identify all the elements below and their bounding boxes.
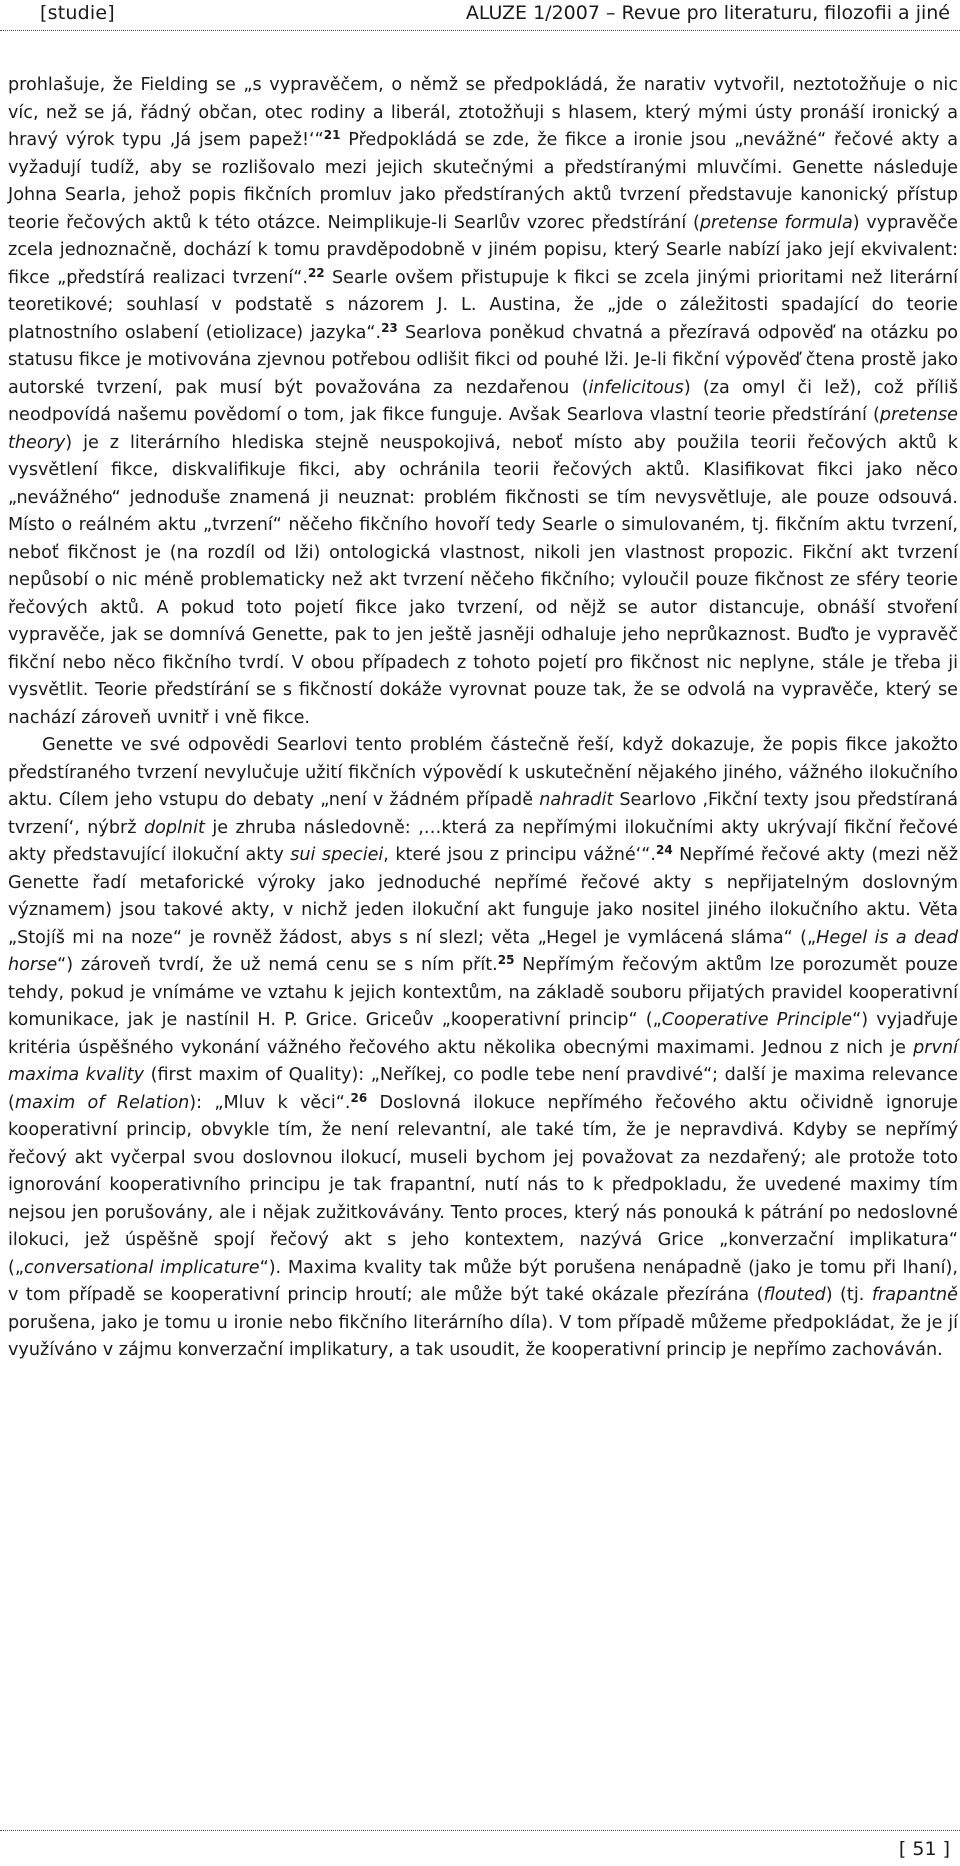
italic-term: pretense theory — [8, 405, 958, 453]
italic-term: Hegel is a dead horse — [8, 927, 958, 975]
paragraph — [8, 732, 958, 1365]
text-run: ) vypravěče zcela jednoznačně, dochází k tomu pravděpodobně v jiném popisu, který Searle nabízí jako její ekvivalent: fikce „předstírá realizaci tvrzení“. — [8, 212, 958, 288]
footnote-marker: 24 — [655, 843, 673, 857]
footnote-marker: 25 — [497, 953, 515, 967]
text-run: ) (tj. — [825, 1285, 872, 1305]
text-run: Searlovo ‚Fikční texty jsou předstíraná tvrzení‘, nýbrž — [8, 790, 958, 838]
italic-term: conversational implicature — [23, 1257, 260, 1278]
running-header — [0, 0, 960, 30]
text-run: (first maxim of Quality): „Neříkej, co podle tebe není pravdivé“; další je maxima relevance ( — [8, 1065, 958, 1113]
italic-term: nahradit — [539, 790, 614, 810]
text-run: Doslovná ilokuce nepřímého řečového aktu očividně ignoruje kooperativní princip, obvykle tím, že není relevantní, ale také tím, že je nepravdivá. Kdyby se nepřímý řečový akt vyčerpal svou doslovnou ilokucí, museli bychom jej považovat za nezdařený; ale protože toto ignorování kooperativního principu je tak frapantní, nutí nás to k předpokladu, že uvedené maximy tím nejsou jen porušovány, ale i nějak zužitkovávány. Tento proces, který nás ponouká k pátrání po nedoslovné ilokuci, jež úspěšně spojí řečový akt s jeho kontextem, nazývá Grice „konverzační implikatura“ („ — [8, 1092, 958, 1278]
text-run: Searle ovšem přistupuje k fikci se zcela jinými prioritami než literární teoretikové; souhlasí v podstatě s názorem J. L. Austina, že „jde o záležitosti spadající do teorie platnostního oslabení (etiolizace) jazyka“. — [8, 267, 958, 343]
text-run: je zhruba následovně: ‚…která za nepřímými ilokučními akty ukrývají fikční řečové akty představující ilokuční akty — [8, 817, 958, 865]
italic-term: frapantně — [871, 1285, 959, 1305]
text-run: “). Maxima kvality tak může být porušena nenápadně (jako je tomu při lhaní), v tom případě se kooperativní princip hroutí; ale může být také okázale přezírána ( — [8, 1257, 958, 1305]
text-run: Searlova poněkud chvatná a přezíravá odpověď na otázku po statusu fikce je motivována zjevnou potřebou odlišit fikci od pouhé lži. Je-li fikční výpověď čtena prostě jako autorské tvrzení, pak musí být považována za nezdařenou ( — [8, 322, 959, 398]
text-run: Genette ve své odpovědi Searlovi tento problém částečně řeší, když dokazuje, že popis fikce jakožto předstíraného tvrzení nevylučuje užití fikčních výpovědí k uskutečnění nějakého jiného, vážného ilokučního aktu. Cílem jeho vstupu do debaty „není v žádném případě — [8, 735, 958, 810]
italic-term: flouted — [763, 1285, 826, 1305]
text-run: Nepřímé řečové akty (mezi něž Genette řadí metaforické výroky jako jednoduché nepřímé řečové akty s nepřijatelným doslovným významem) jsou takové akty, v nichž jeden ilokuční akt funguje jako nositel jiného ilokučního aktu. Věta „Stojíš mi na noze“ je rovněž žádost, abys s ní slezl; věta „Hegel je vymlácená sláma“ („ — [8, 845, 958, 948]
text-run: ) je z literárního hlediska stejně neuspokojivá, neboť místo aby použila teorii řečových aktů k vysvětlení fikce, diskvalifikuje fikci, aby ochránila teorii řečových aktů. Klasifikovat fikci jako něco „nevážného“ jednoduše znamená ji neuznat: problém fikčnosti se tím nevysvětluje, ale pouze odsouvá. Místo o reálném aktu „tvrzení“ něčeho fikčního hovoří tedy Searle o simulovaném, tj. fikčním aktu tvrzení, neboť fikčnost je (na rozdíl od lži) ontologická vlastnost, nikoli jen vlastnost propozic. Fikční akt tvrzení nepůsobí o nic méně problematicky než akt tvrzení něčeho fikčního; vyloučil pouze fikčnost ze sféry teorie řečových aktů. A pokud toto pojetí fikce jako tvrzení, od nějž se autor distancuje, obnáší stvoření vypravěče, jak se domnívá Genette, pak to jen ještě jasněji odhaluje jeho neprůkaznost. Buďto je vypravěč fikční nebo něco fikčního tvrdí. V obou případech z tohoto pojetí pro fikčnost nic neplyne, stále je třeba ji vysvětlit. Teorie předstírání se s fikčností dokáže vyrovnat pouze tak, že se odvolá na vypravěče, který se nachází zároveň uvnitř i vně fikce. — [8, 432, 958, 728]
italic-term: pretense formula — [699, 212, 853, 233]
italic-term: doplnit — [143, 817, 205, 838]
text-run: porušena, jako je tomu u ironie nebo fikčního literárního díla). V tom případě můžeme předpokládat, že je jí využíváno v zájmu konverzační implikatury, a tak usoudit, že kooperativní princip je nepřímo zachováván. — [8, 1312, 958, 1360]
text-run: prohlašuje, že Fielding se „s vypravěčem, o němž se předpokládá, že narativ vytvořil, neztotožňuje o nic víc, než se já, řádný občan, otec rodiny a liberál, ztotožňuji s hlasem, který mými ústy pronáší ironický a hravý výrok typu ‚Já jsem papež!‘“ — [8, 75, 958, 150]
italic-term: infelicitous — [588, 377, 684, 398]
footnote-marker: 22 — [307, 265, 325, 280]
journal-title: ALUZE 1/2007 – Revue pro literaturu, filozofii a jiné — [465, 2, 950, 24]
italic-term: maxim of Relation — [14, 1092, 190, 1113]
italic-term: sui speciei — [290, 845, 384, 865]
text-run: ): „Mluv k věci“. — [189, 1092, 351, 1113]
footnote-marker: 21 — [323, 128, 341, 142]
text-run: “) zároveň tvrdí, že už nemá cenu se s ním přít. — [57, 955, 498, 975]
text-run: “) vyjadřuje kritéria úspěšného vykonání vážného řečového aktu několika obecnými maximami. Jednou z nich je — [8, 1010, 958, 1058]
footer-divider — [0, 1830, 960, 1831]
page-number: [ 51 ] — [898, 1838, 950, 1860]
text-run: ) (za omyl či lež), což příliš neodpovídá našemu povědomí o tom, jak fikce funguje. Avšak Searlova vlastní teorie předstírání ( — [8, 377, 959, 425]
article-body — [8, 72, 958, 1365]
italic-term: první maxima kvality — [8, 1037, 958, 1085]
footnote-marker: 26 — [350, 1090, 368, 1105]
italic-term: Cooperative Principle — [661, 1010, 853, 1030]
footnote-marker: 23 — [381, 320, 398, 335]
text-run: , které jsou z principu vážné‘“. — [383, 845, 656, 865]
text-run: Předpokládá se zde, že fikce a ironie jsou „nevážné“ řečové akty a vyžadují tudíž, aby se rozlišovalo mezi jejich skutečnými a předstíranými mluvčími. Genette následuje Johna Searla, jehož popis fikčních promluv jako předstíraných aktů tvrzení představuje kanonický přístup teorie řečových aktů k této otázce. Neimplikuje-li Searlův vzorec předstírání ( — [8, 130, 958, 233]
header-divider — [0, 30, 960, 31]
paragraph — [8, 72, 958, 732]
section-label: [studie] — [40, 2, 115, 24]
text-run: Nepřímým řečovým aktům lze porozumět pouze tehdy, pokud je vnímáme ve vztahu k jejich kontextům, na základě souboru přijatých pravidel kooperativní komunikace, jak je nastínil H. P. Grice. Griceův „kooperativní princip“ („ — [8, 955, 958, 1030]
